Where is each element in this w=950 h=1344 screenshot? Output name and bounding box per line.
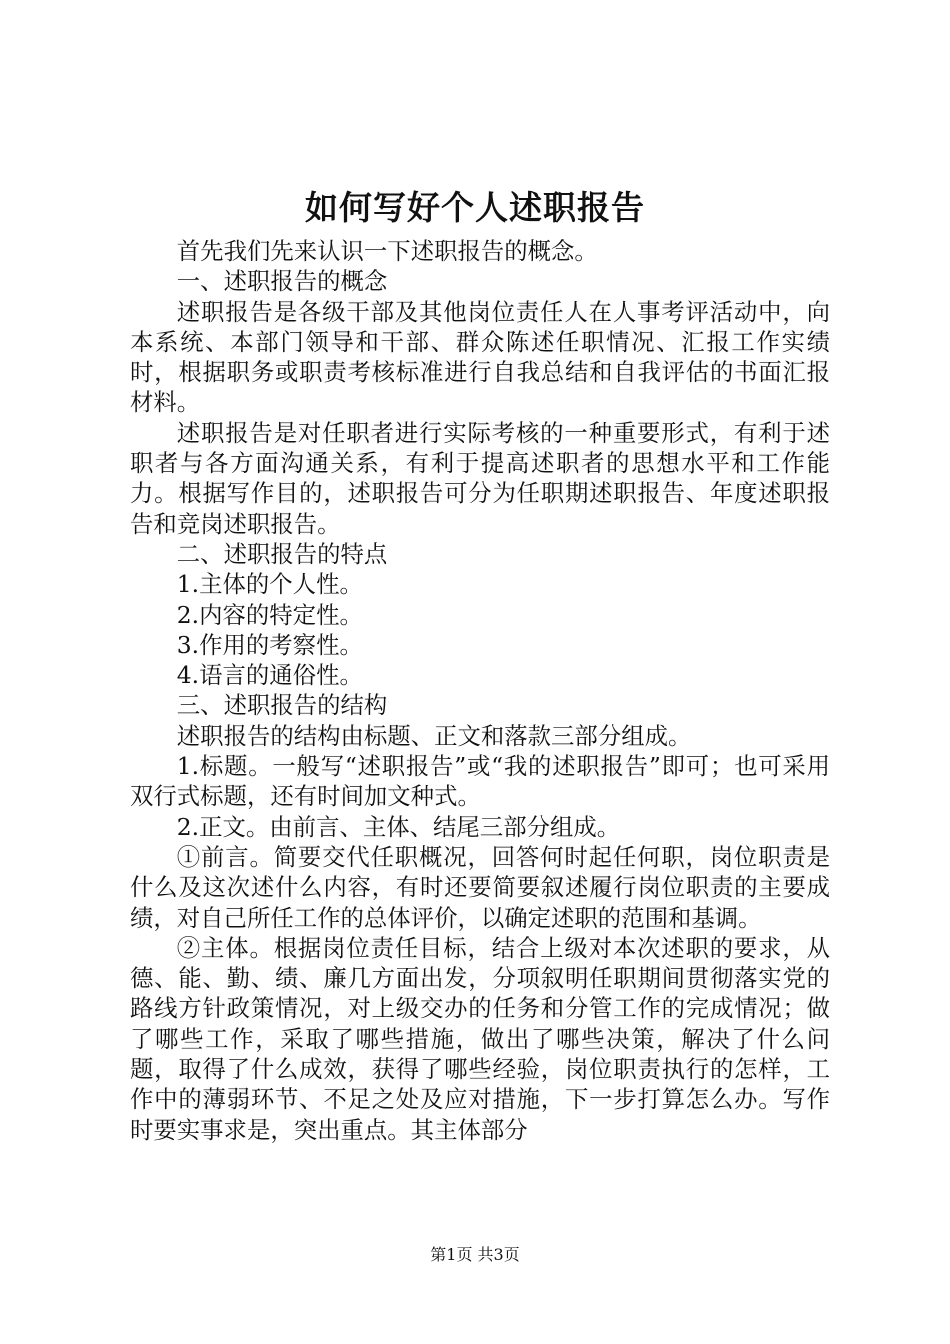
section-heading-2: 二、述职报告的特点	[176, 539, 388, 568]
paragraph-structure-title: 1.标题。一般写“述职报告”或“我的述职报告”即可；也可采用双行式标题，还有时间加文种式。	[130, 752, 830, 811]
list-item-feature-3: 3.作用的考察性。	[176, 630, 363, 659]
paragraph-structure-body: 2.正文。由前言、主体、结尾三部分组成。	[176, 812, 621, 841]
paragraph-preface: ①前言。简要交代任职概况，回答何时起任何职，岗位职责是什么及这次述什么内容，有时还要简要叙述履行岗位职责的主要成绩，对自己所任工作的总体评价，以确定述职的范围和基调。	[130, 842, 830, 932]
paragraph-concept-purpose: 述职报告是对任职者进行实际考核的一种重要形式，有利于述职者与各方面沟通关系，有利于提高述职者的思想水平和工作能力。根据写作目的，述职报告可分为任职期述职报告、年度述职报告和竞岗述职报告。	[130, 418, 830, 538]
list-item-feature-1: 1.主体的个人性。	[176, 570, 363, 599]
paragraph-concept-definition: 述职报告是各级干部及其他岗位责任人在人事考评活动中，向本系统、本部门领导和干部、群众陈述任职情况、汇报工作实绩时，根据职务或职责考核标准进行自我总结和自我评估的书面汇报材料。	[130, 297, 830, 417]
paragraph-main-body: ②主体。根据岗位责任目标，结合上级对本次述职的要求，从德、能、勤、绩、廉几方面出发，分项叙明任职期间贯彻落实党的路线方针政策情况，对上级交办的任务和分管工作的完成情况；做了哪些工作，采取了哪些措施，做出了哪些决策，解决了什么问题，取得了什么成效，获得了哪些经验，岗位职责执行的怎样，工作中的薄弱环节、不足之处及应对措施，下一步打算怎么办。写作时要实事求是，突出重点。其主体部分	[130, 933, 830, 1144]
document-body	[130, 236, 830, 1145]
section-heading-1: 一、述职报告的概念	[176, 267, 388, 296]
paragraph-structure-overview: 述职报告的结构由标题、正文和落款三部分组成。	[176, 721, 692, 750]
document-title: 如何写好个人述职报告	[305, 188, 645, 227]
list-item-feature-2: 2.内容的特定性。	[176, 600, 363, 629]
section-heading-3: 三、述职报告的结构	[176, 691, 388, 720]
page-footer: 第1页 共3页	[430, 1245, 520, 1264]
list-item-feature-4: 4.语言的通俗性。	[176, 661, 363, 690]
paragraph-intro: 首先我们先来认识一下述职报告的概念。	[176, 237, 598, 265]
